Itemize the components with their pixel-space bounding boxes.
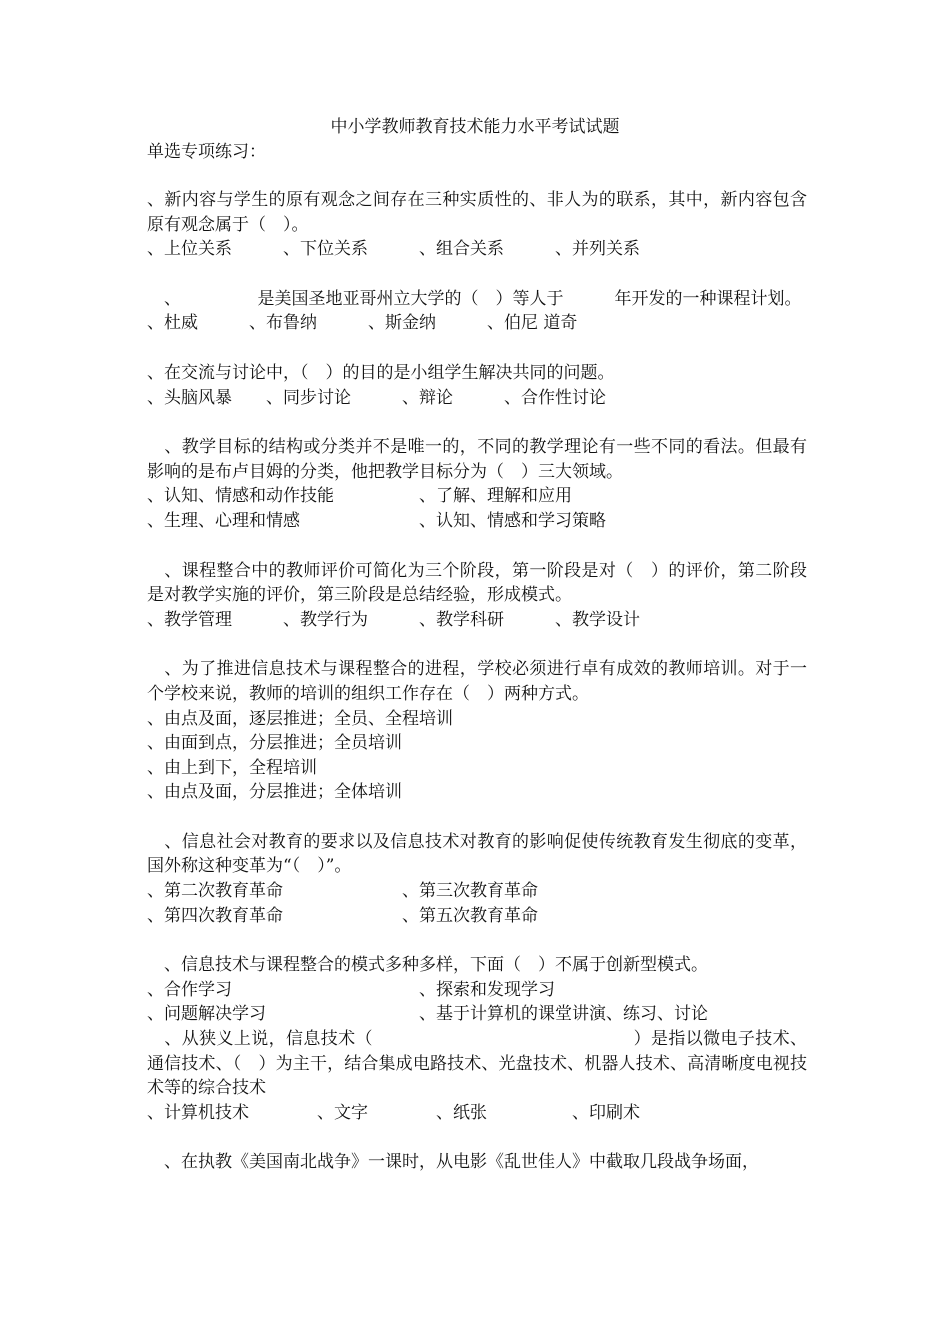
question-item bbox=[147, 559, 807, 633]
option-row: 、教学管理 、教学行为 、教学科研 、教学设计 bbox=[147, 609, 640, 630]
option-row: 、由面到点，分层推进；全员培训 bbox=[147, 733, 402, 754]
question-item bbox=[147, 361, 807, 410]
option-row: 、上位关系 、下位关系 、组合关系 、并列关系 bbox=[147, 239, 640, 260]
question-stem: 、信息社会对教育的要求以及信息技术对教育的影响促使传统教育发生彻底的变革，国外称这种变革为“（ ）”。 bbox=[147, 831, 807, 877]
question-stem: 、教学目标的结构或分类并不是唯一的，不同的教学理论有一些不同的看法。但最有影响的是布卢目姆的分类，他把教学目标分为（ ）三大领域。 bbox=[147, 437, 807, 482]
option-row: 、问题解决学习 、基于计算机的课堂讲演、练习、讨论 bbox=[147, 1004, 708, 1025]
question-stem: 、新内容与学生的原有观念之间存在三种实质性的、非人为的联系，其中，新内容包含原有观念属于（ ）。 bbox=[147, 190, 807, 235]
question-stem: 、为了推进信息技术与课程整合的进程，学校必须进行卓有成效的教师培训。对于一个学校来说，教师的培训的组织工作存在（ ）两种方式。 bbox=[147, 659, 807, 704]
option-row: 、计算机技术 、文字 、纸张 、印刷术 bbox=[147, 1102, 640, 1123]
question-stem: 、课程整合中的教师评价可简化为三个阶段，第一阶段是对（ ）的评价，第二阶段是对教学实施的评价，第三阶段是总结经验，形成模式。 bbox=[147, 560, 807, 606]
option-row: 、第四次教育革命 、第五次教育革命 bbox=[147, 905, 538, 926]
question-item bbox=[147, 1150, 807, 1175]
option-row: 、由点及面，分层推进；全体培训 bbox=[147, 782, 402, 803]
question-item bbox=[147, 1027, 807, 1125]
option-row: 、合作学习 、探索和发现学习 bbox=[147, 979, 555, 1000]
option-row: 、由上到下，全程培训 bbox=[147, 757, 317, 778]
question-list bbox=[147, 188, 807, 1175]
question-stem: 、信息技术与课程整合的模式多种多样，下面（ ）不属于创新型模式。 bbox=[147, 955, 708, 976]
question-stem: 、在交流与讨论中，（ ）的目的是小组学生解决共同的问题。 bbox=[147, 362, 615, 383]
question-stem: 、从狭义上说，信息技术（ ）是指以微电子技术、通信技术、（ ）为主干，结合集成电路技术、光盘技术、机器人技术、高清晰度电视技术等的综合技术 bbox=[147, 1029, 807, 1099]
option-row: 、认知、情感和动作技能 、了解、理解和应用 bbox=[147, 486, 572, 507]
question-item bbox=[147, 657, 807, 805]
option-row: 、第二次教育革命 、第三次教育革命 bbox=[147, 881, 538, 902]
page-title: 中小学教师教育技术能力水平考试试题 bbox=[330, 117, 620, 137]
option-row: 、由点及面，逐层推进；全员、全程培训 bbox=[147, 708, 453, 729]
question-item bbox=[147, 287, 807, 336]
option-row: 、头脑风暴 、同步讨论 、辩论 、合作性讨论 bbox=[147, 387, 606, 408]
question-item bbox=[147, 435, 807, 533]
question-item bbox=[147, 188, 807, 262]
question-item bbox=[147, 830, 807, 928]
question-stem: 、 是美国圣地亚哥州立大学的（ ）等人于 年开发的一种课程计划。 bbox=[147, 288, 802, 309]
section-heading: 单选专项练习： bbox=[147, 142, 266, 162]
question-item bbox=[147, 953, 807, 1027]
option-row: 、杜威 、布鲁纳 、斯金纳 、伯尼 道奇 bbox=[147, 313, 578, 334]
option-row: 、生理、心理和情感 、认知、情感和学习策略 bbox=[147, 510, 606, 531]
question-stem: 、在执教《美国南北战争》一课时，从电影《乱世佳人》中截取几段战争场面， bbox=[147, 1152, 759, 1173]
